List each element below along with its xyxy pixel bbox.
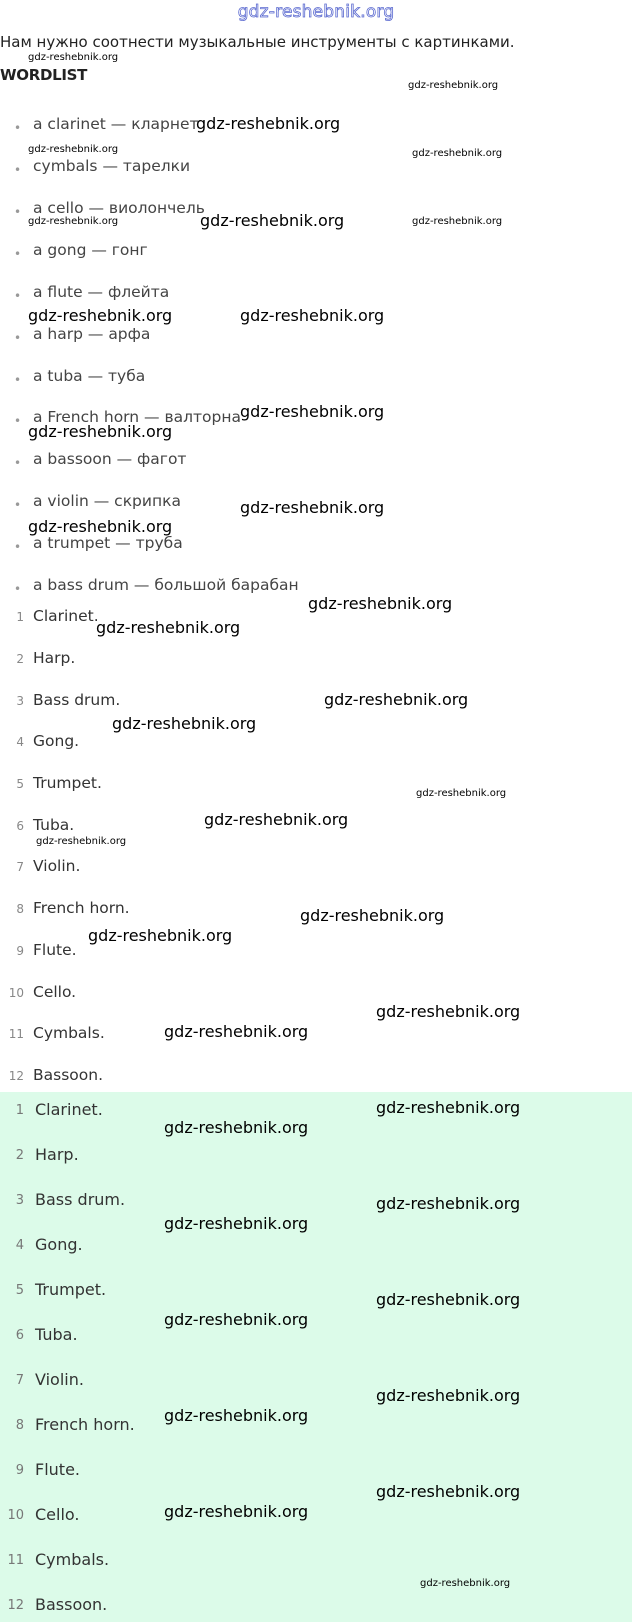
watermark: gdz-reshebnik.org <box>412 216 503 227</box>
watermark: gdz-reshebnik.org <box>416 788 507 799</box>
watermark: gdz-reshebnik.org <box>88 926 233 945</box>
watermark: gdz-reshebnik.org <box>412 148 503 159</box>
bullet-icon: • <box>14 456 22 470</box>
watermark: gdz-reshebnik.org <box>240 402 385 421</box>
bullet-icon: • <box>14 582 22 596</box>
bullet-icon: • <box>14 331 22 345</box>
watermark: gdz-reshebnik.org <box>376 1098 521 1117</box>
wordlist-title: WORDLIST <box>0 66 88 84</box>
watermark: gdz-reshebnik.org <box>36 836 127 847</box>
bullet-icon: • <box>14 163 22 177</box>
watermark: gdz-reshebnik.org <box>164 1310 309 1329</box>
answer-block-highlighted: 1 Clarinet. 2 Harp. 3 Bass drum. 4 Gong. 5 Trumpet. 6 Tuba. 7 Violin. 8 French horn. 9 Flute. 10 Cello. 11 Cymbals. 12 Bassoon. <box>0 1092 632 1622</box>
bullet-icon: • <box>14 247 22 261</box>
watermark: gdz-reshebnik.org <box>376 1482 521 1501</box>
watermark: gdz-reshebnik.org <box>376 1290 521 1309</box>
bullet-icon: • <box>14 205 22 219</box>
watermark: gdz-reshebnik.org <box>240 498 385 517</box>
bullet-icon: • <box>14 498 22 512</box>
watermark: gdz-reshebnik.org <box>308 594 453 613</box>
watermark: gdz-reshebnik.org <box>408 80 499 91</box>
watermark: gdz-reshebnik.org <box>196 114 341 133</box>
watermark: gdz-reshebnik.org <box>164 1502 309 1521</box>
watermark: gdz-reshebnik.org <box>300 906 445 925</box>
watermark: gdz-reshebnik.org <box>28 422 173 441</box>
watermark: gdz-reshebnik.org <box>28 144 119 155</box>
watermark: gdz-reshebnik.org <box>112 714 257 733</box>
watermark: gdz-reshebnik.org <box>164 1214 309 1233</box>
watermark: gdz-reshebnik.org <box>28 517 173 536</box>
watermark: gdz-reshebnik.org <box>164 1406 309 1425</box>
watermark: gdz-reshebnik.org <box>28 216 119 227</box>
bullet-icon: • <box>14 373 22 387</box>
watermark: gdz-reshebnik.org <box>96 618 241 637</box>
watermark: gdz-reshebnik.org <box>376 1386 521 1405</box>
watermark: gdz-reshebnik.org <box>204 810 349 829</box>
site-title[interactable]: gdz-reshebnik.org <box>237 2 395 22</box>
bullet-icon: • <box>14 289 22 303</box>
bullet-icon: • <box>14 414 22 428</box>
watermark: gdz-reshebnik.org <box>164 1022 309 1041</box>
bullet-icon: • <box>14 540 22 554</box>
watermark: gdz-reshebnik.org <box>240 306 385 325</box>
intro-text: Нам нужно соотнести музыкальные инструменты с картинками. <box>0 33 515 51</box>
watermark: gdz-reshebnik.org <box>28 52 119 63</box>
watermark: gdz-reshebnik.org <box>376 1194 521 1213</box>
watermark: gdz-reshebnik.org <box>28 306 173 325</box>
watermark: gdz-reshebnik.org <box>164 1118 309 1137</box>
watermark: gdz-reshebnik.org <box>200 211 345 230</box>
watermark: gdz-reshebnik.org <box>324 690 469 709</box>
watermark: gdz-reshebnik.org <box>376 1002 521 1021</box>
watermark: gdz-reshebnik.org <box>420 1578 511 1589</box>
bullet-icon: • <box>14 121 22 135</box>
